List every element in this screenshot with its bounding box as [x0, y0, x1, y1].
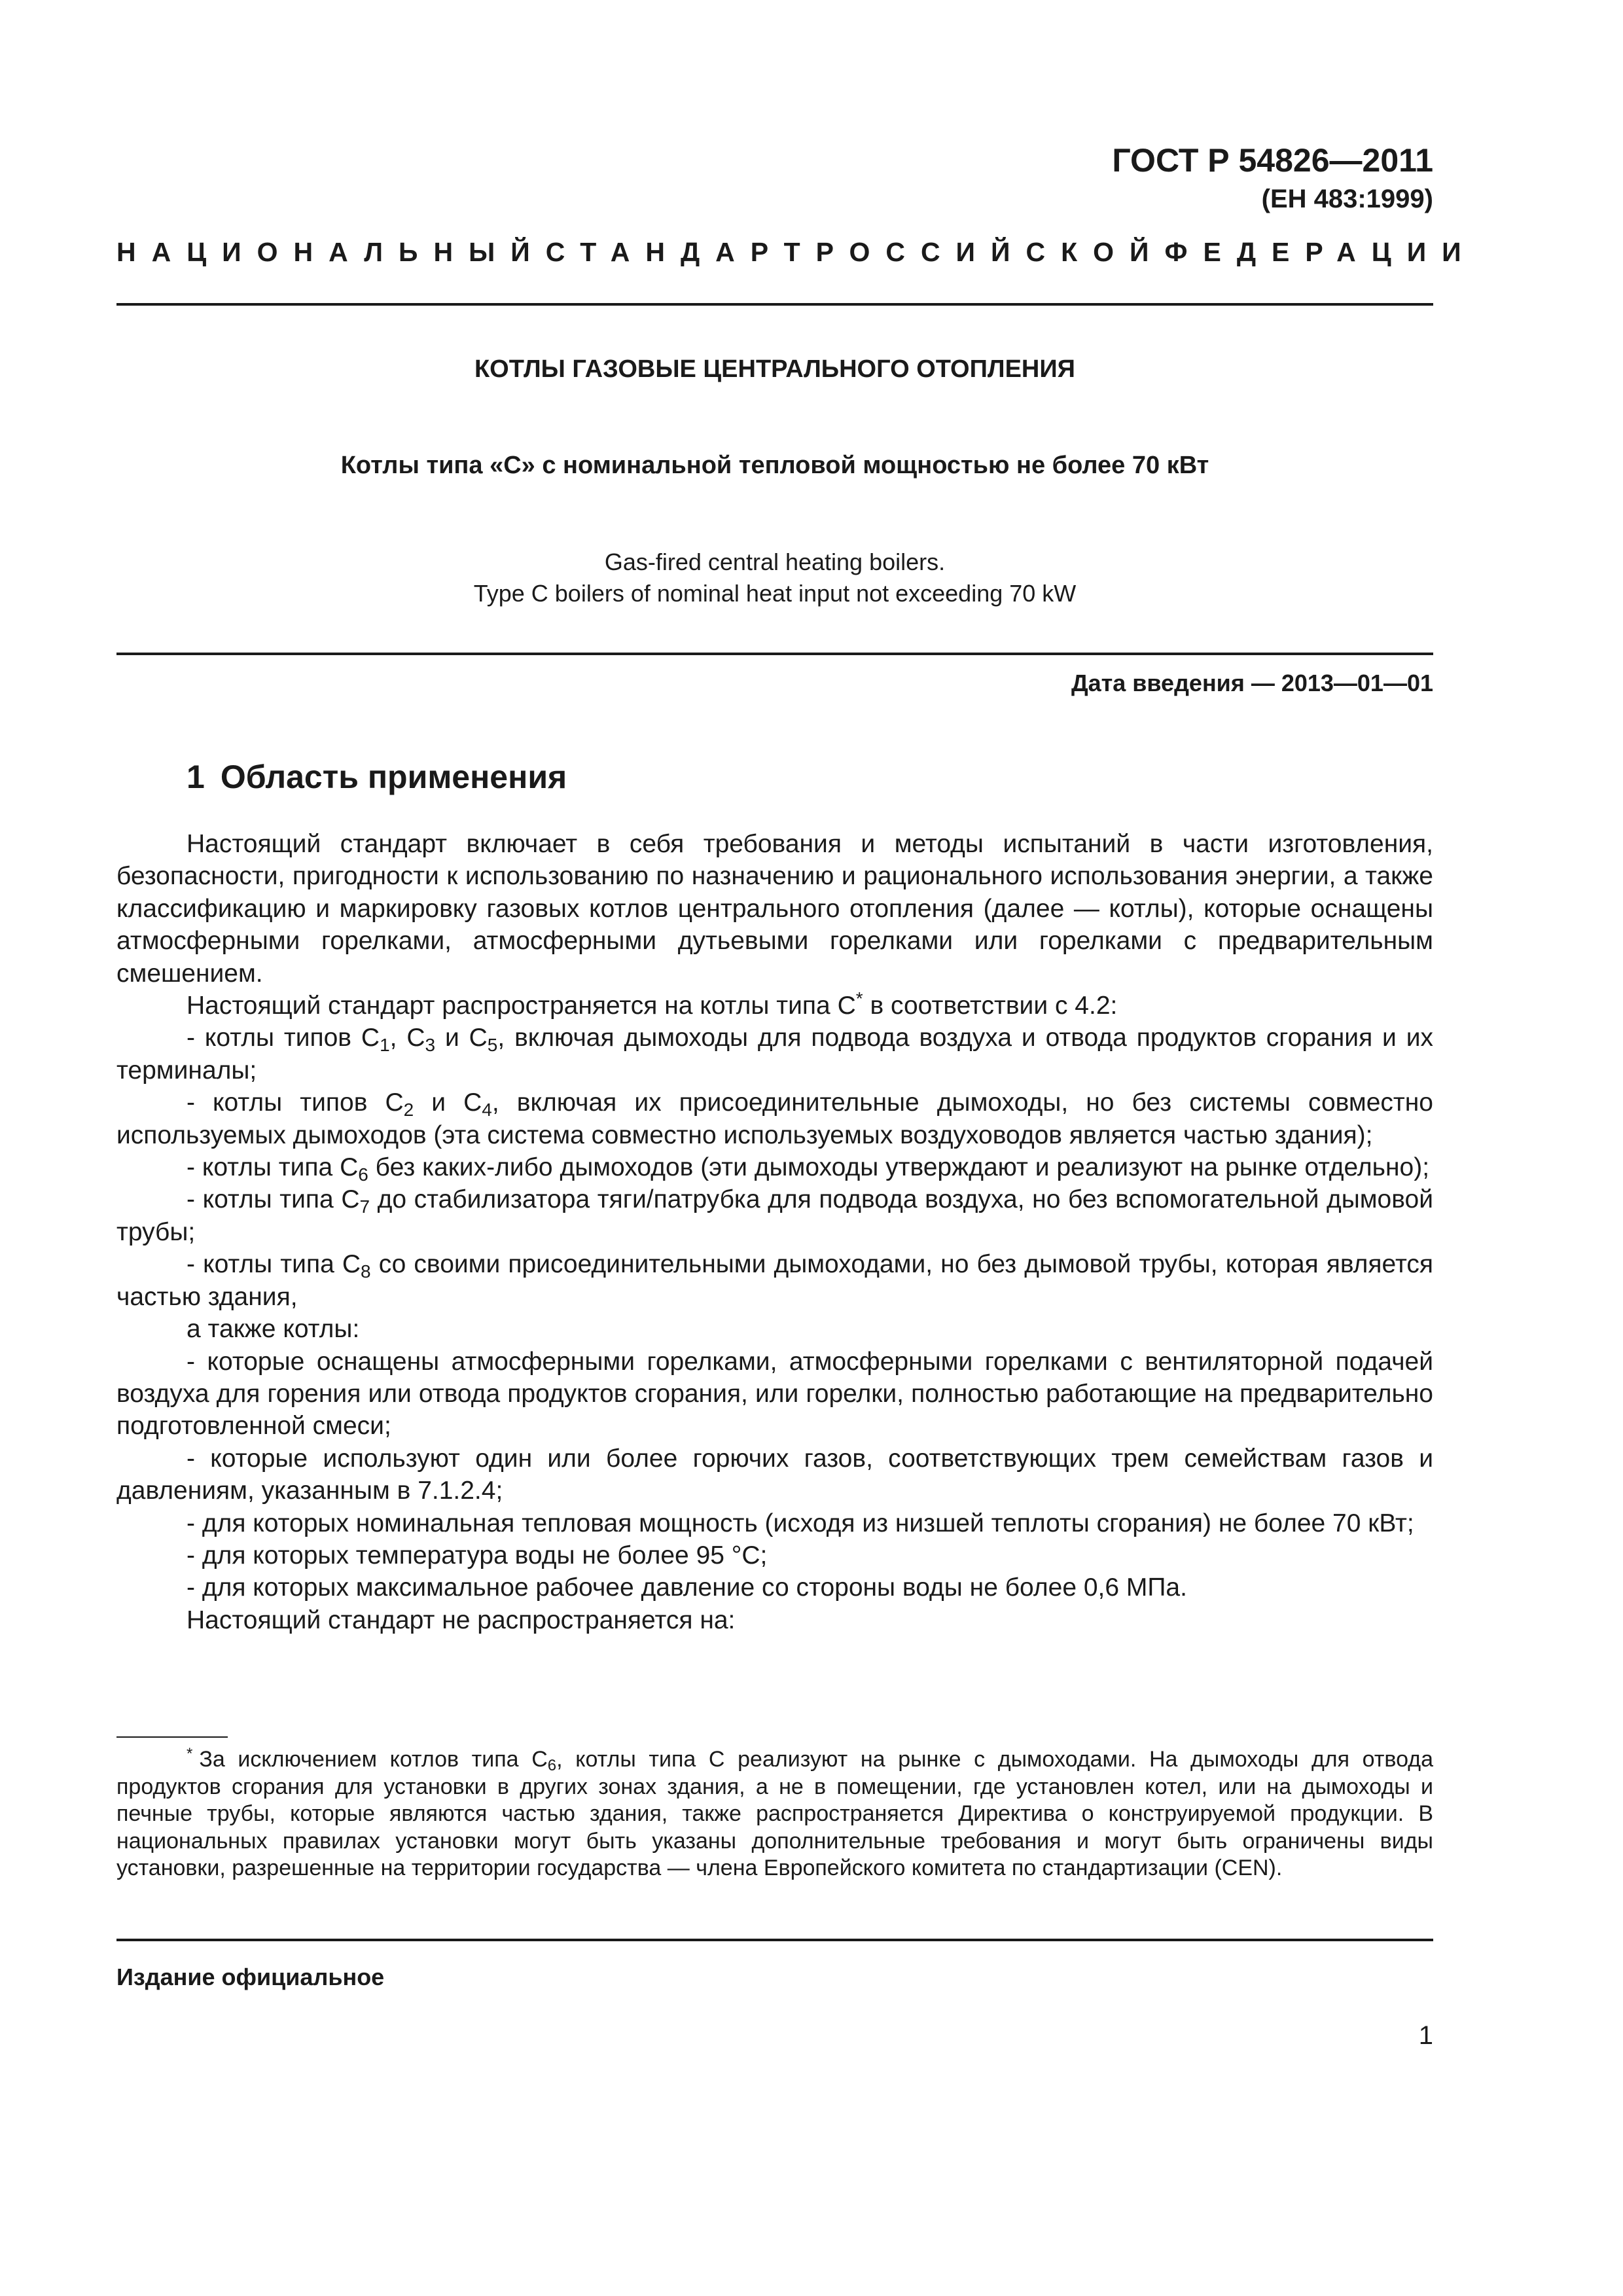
section-title: Область применения [220, 759, 567, 795]
list-item: - для которых температура воды не более 95 °С; [187, 1541, 768, 1570]
section-heading [187, 758, 567, 796]
list-item: - которые используют один или более горючих газов, соответствующих трем семействам газов и давлениям, указанным в 7.1.2.4; [116, 1444, 1433, 1505]
document-title: КОТЛЫ ГАЗОВЫЕ ЦЕНТРАЛЬНОГО ОТОПЛЕНИЯ [474, 355, 1075, 383]
paragraph: Настоящий стандарт не распространяется на: [187, 1605, 736, 1634]
paragraph: а также котлы: [187, 1315, 360, 1344]
introduction-date: Дата введения — 2013—01—01 [1071, 670, 1433, 696]
footnote-reference: * [855, 988, 863, 1009]
document-subtitle: Котлы типа «С» с номинальной тепловой мощностью не более 70 кВт [340, 452, 1209, 479]
banner-word: НАЦИОНАЛЬНЫЙ [116, 237, 546, 267]
banner-word: РОССИЙСКОЙ [815, 237, 1165, 267]
section-number: 1 [187, 759, 205, 795]
list-item: - котлы типов $С_1$, $С_3$ и $С_5$, включая дымоходы для подвода воздуха и отвода продуктов сгорания и их терминалы; [116, 1024, 1433, 1085]
list-item: - котлы типа $С_6$ без каких-либо дымоходов (эти дымоходы утверждают и реализуют на рынке отдельно); [187, 1153, 1430, 1185]
english-title-line: Type C boilers of nominal heat input not exceeding 70 kW [473, 580, 1077, 607]
footnote: * За исключением котлов типа $С_6$, котлы типа С реализуют на рынке с дымоходами. На дымоходы для отвода продуктов сгорания для установки в других зонах здания, а не в помещении, где установлен котел, или на дымоходы и печные трубы, которые являются частью здания, также распространяется Директива о конструируемой продукции. В национальных правилах установки могут быть указаны дополнительные требования и могут быть ограничены виды установки, разрешенные на территории государства — члена Европейского комитета по стандартизации (CEN). [116, 1745, 1434, 1880]
list-item: - которые оснащены атмосферными горелками, атмосферными горелками с вентиляторной подачей воздуха для горения или отвода продуктов сгорания, или горелки, полностью работающие на предварительно подготовленной смеси; [116, 1347, 1433, 1441]
english-title-line: Gas-fired central heating boilers. [604, 548, 946, 575]
list-item: - котлы типа $С_8$ со своими присоединительными дымоходами, но без дымовой трубы, которая является частью здания, [116, 1250, 1433, 1311]
page-number: 1 [1418, 2021, 1433, 2050]
title-divider [116, 653, 1433, 655]
english-title [116, 547, 1433, 609]
banner-word: ФЕДЕРАЦИИ [1164, 237, 1477, 267]
list-item: - для которых максимальное рабочее давление со стороны воды не более 0,6 МПа. [187, 1573, 1187, 1602]
standard-equivalent: (ЕН 483:1999) [1261, 185, 1433, 213]
list-item: - котлы типа $С_7$ до стабилизатора тяги/патрубка для подвода воздуха, но без вспомогательной дымовой трубы; [116, 1185, 1433, 1246]
national-standard-banner [116, 237, 1477, 268]
standard-number: ГОСТ Р 54826—2011 [1112, 142, 1433, 179]
list-item: - для которых номинальная тепловая мощность (исходя из низшей теплоты сгорания) не более 70 кВт; [187, 1509, 1414, 1537]
paragraph: Настоящий стандарт включает в себя требования и методы испытаний в части изготовления, безопасности, пригодности к использованию по назначению и рационального использования энергии, а также классификацию и маркировку газовых котлов центрального отопления (далее — котлы), которые оснащены атмосферными горелками, атмосферными дутьевыми горелками или горелками с предварительным смешением. [116, 830, 1433, 988]
banner-word: СТАНДАРТ [545, 237, 816, 267]
header-divider [116, 303, 1433, 306]
footer-divider [116, 1939, 1433, 1941]
section-body [116, 828, 1433, 1636]
footnote-separator [116, 1736, 228, 1738]
paragraph: Настоящий стандарт распространяется на котлы типа С* в соответствии с 4.2: [187, 988, 1118, 1020]
footnote-mark: * [187, 1745, 193, 1763]
list-item: - котлы типов $С_2$ и $С_4$, включая их присоединительные дымоходы, но без системы совместно используемых дымоходов (эта система совместно используемых воздуховодов является частью здания); [116, 1088, 1434, 1149]
edition-label: Издание официальное [116, 1964, 385, 1990]
